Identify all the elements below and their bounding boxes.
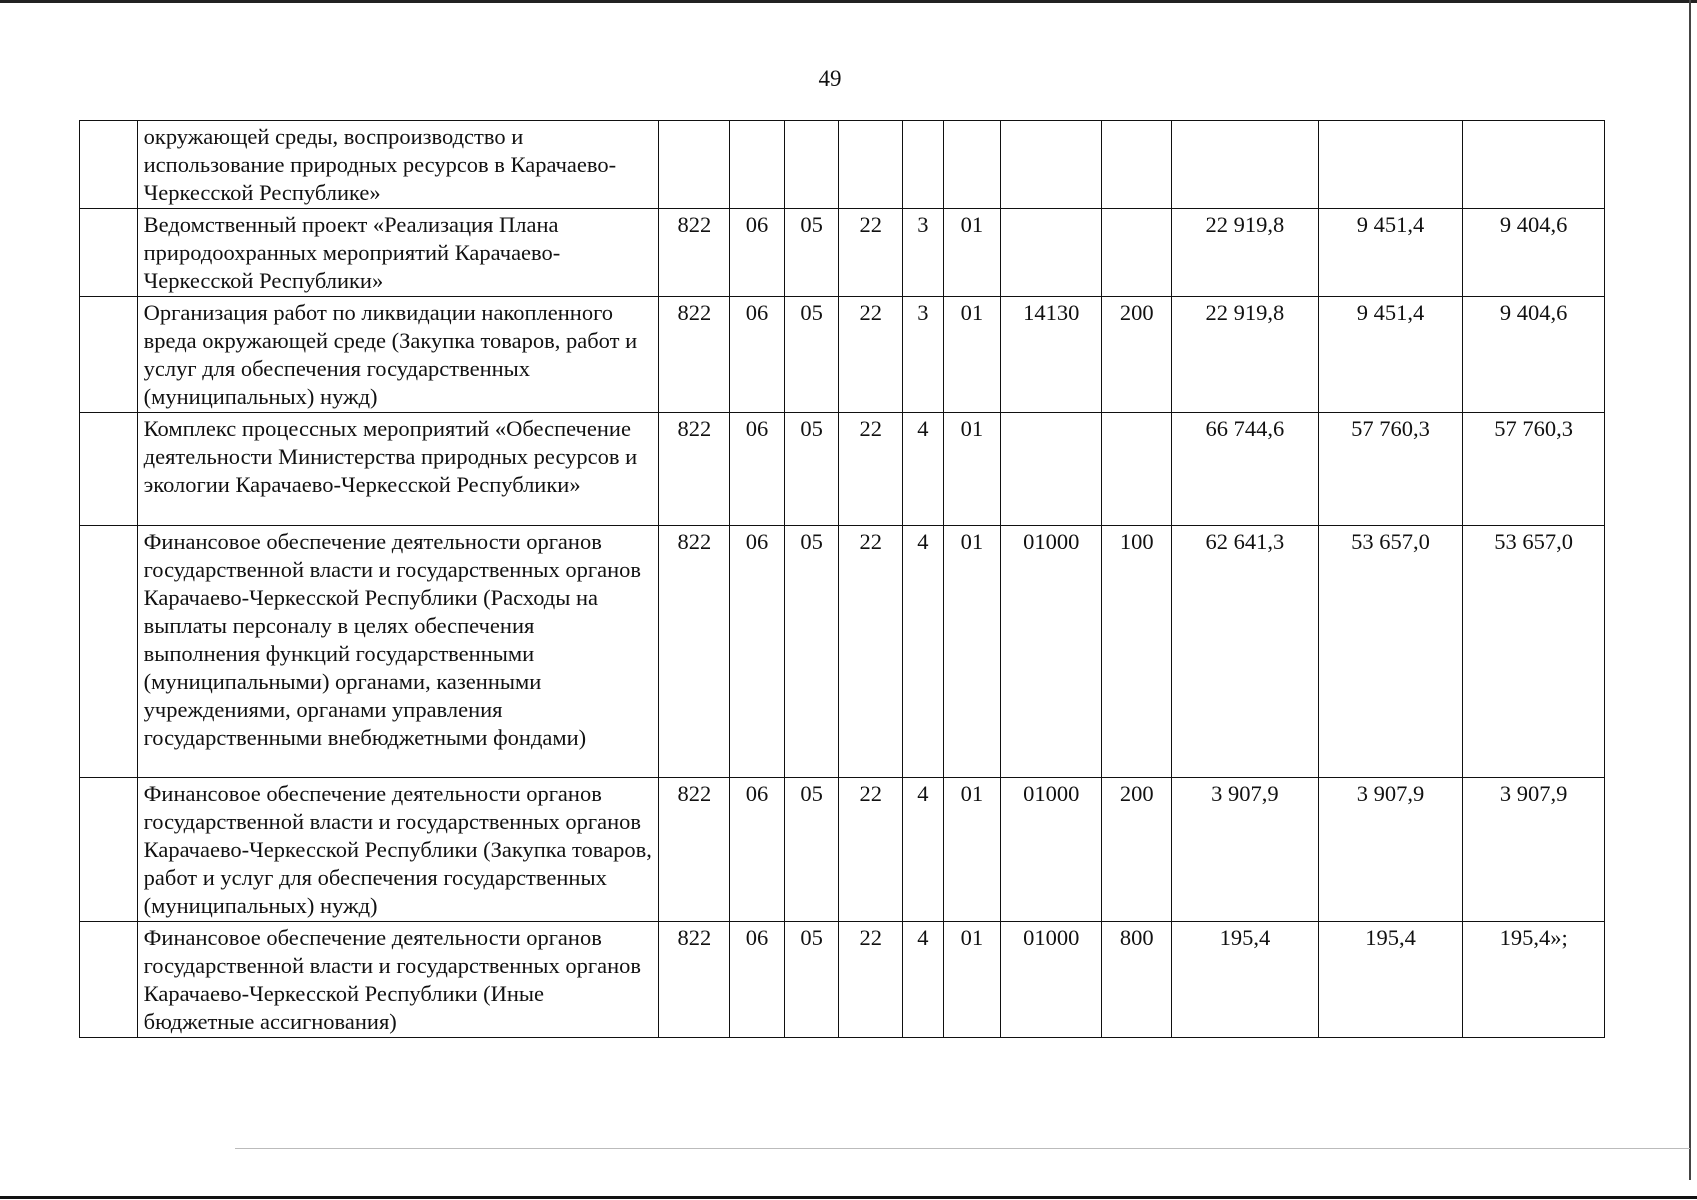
cell-amount-2: 57 760,3 bbox=[1318, 413, 1463, 526]
cell-event: 01 bbox=[943, 526, 1001, 778]
cell-amount-2: 53 657,0 bbox=[1318, 526, 1463, 778]
cell-amount-2 bbox=[1318, 121, 1463, 209]
cell-ministry-code: 822 bbox=[659, 778, 730, 922]
cell-amount-1: 22 919,8 bbox=[1172, 297, 1319, 413]
cell-amount-2: 9 451,4 bbox=[1318, 297, 1463, 413]
cell-ministry-code: 822 bbox=[659, 526, 730, 778]
cell-expense-direction: 14130 bbox=[1001, 297, 1102, 413]
cell-expense-type: 800 bbox=[1102, 922, 1172, 1038]
cell-subsection: 05 bbox=[784, 413, 839, 526]
cell-amount-3: 3 907,9 bbox=[1463, 778, 1605, 922]
cell-amount-3: 9 404,6 bbox=[1463, 297, 1605, 413]
table-row bbox=[80, 121, 1605, 209]
cell-section: 06 bbox=[730, 526, 785, 778]
cell-subprogram: 3 bbox=[903, 209, 943, 297]
cell-expense-type: 100 bbox=[1102, 526, 1172, 778]
row-name: Организация работ по ликвидации накопленного вреда окружающей среде (Закупка товаров, работ и услуг для обеспечения государственных (муниципальных) нужд) bbox=[137, 297, 659, 413]
table-row bbox=[80, 778, 1605, 922]
cell-subprogram: 4 bbox=[903, 922, 943, 1038]
cell-amount-2: 195,4 bbox=[1318, 922, 1463, 1038]
cell-subprogram: 4 bbox=[903, 413, 943, 526]
scan-right-edge bbox=[1689, 0, 1691, 1180]
cell-ministry-code: 822 bbox=[659, 922, 730, 1038]
cell-subprogram bbox=[903, 121, 943, 209]
cell-subprogram: 4 bbox=[903, 526, 943, 778]
cell-amount-1: 195,4 bbox=[1172, 922, 1319, 1038]
cell-amount-2: 3 907,9 bbox=[1318, 778, 1463, 922]
cell-subsection: 05 bbox=[784, 778, 839, 922]
cell-expense-type bbox=[1102, 413, 1172, 526]
cell-program bbox=[839, 121, 903, 209]
cell-section: 06 bbox=[730, 922, 785, 1038]
budget-table-body bbox=[80, 121, 1605, 1038]
cell-ministry-code: 822 bbox=[659, 413, 730, 526]
cell-expense-direction: 01000 bbox=[1001, 526, 1102, 778]
row-index-cell bbox=[80, 413, 138, 526]
row-name: окружающей среды, воспроизводство и использование природных ресурсов в Карачаево-Черкесской Республике» bbox=[137, 121, 659, 209]
cell-expense-type: 200 bbox=[1102, 297, 1172, 413]
row-index-cell bbox=[80, 922, 138, 1038]
cell-amount-3: 57 760,3 bbox=[1463, 413, 1605, 526]
cell-expense-type bbox=[1102, 121, 1172, 209]
cell-event: 01 bbox=[943, 778, 1001, 922]
cell-subprogram: 4 bbox=[903, 778, 943, 922]
cell-event: 01 bbox=[943, 209, 1001, 297]
row-name: Финансовое обеспечение деятельности органов государственной власти и государственных органов Карачаево-Черкесской Республики (Иные бюджетные ассигнования) bbox=[137, 922, 659, 1038]
cell-event bbox=[943, 121, 1001, 209]
cell-expense-type: 200 bbox=[1102, 778, 1172, 922]
cell-ministry-code bbox=[659, 121, 730, 209]
cell-subsection: 05 bbox=[784, 209, 839, 297]
cell-section bbox=[730, 121, 785, 209]
row-index-cell bbox=[80, 526, 138, 778]
cell-subsection: 05 bbox=[784, 526, 839, 778]
cell-program: 22 bbox=[839, 413, 903, 526]
row-index-cell bbox=[80, 297, 138, 413]
cell-subsection: 05 bbox=[784, 922, 839, 1038]
cell-event: 01 bbox=[943, 297, 1001, 413]
table-row bbox=[80, 922, 1605, 1038]
scan-faint-rule bbox=[1460, 1148, 1690, 1149]
scan-top-edge bbox=[0, 0, 1697, 3]
row-index-cell bbox=[80, 778, 138, 922]
cell-expense-direction: 01000 bbox=[1001, 922, 1102, 1038]
cell-expense-direction bbox=[1001, 121, 1102, 209]
cell-subsection bbox=[784, 121, 839, 209]
cell-section: 06 bbox=[730, 209, 785, 297]
cell-event: 01 bbox=[943, 922, 1001, 1038]
table-row bbox=[80, 413, 1605, 526]
cell-amount-1 bbox=[1172, 121, 1319, 209]
cell-expense-type bbox=[1102, 209, 1172, 297]
scan-faint-rule bbox=[235, 1148, 1485, 1149]
cell-section: 06 bbox=[730, 297, 785, 413]
cell-section: 06 bbox=[730, 778, 785, 922]
table-row bbox=[80, 297, 1605, 413]
row-index-cell bbox=[80, 209, 138, 297]
cell-section: 06 bbox=[730, 413, 785, 526]
budget-table bbox=[79, 120, 1605, 1038]
row-name: Финансовое обеспечение деятельности органов государственной власти и государственных органов Карачаево-Черкесской Республики (Закупка товаров, работ и услуг для обеспечения государственных (муниципальных) нужд) bbox=[137, 778, 659, 922]
cell-amount-1: 62 641,3 bbox=[1172, 526, 1319, 778]
table-row bbox=[80, 526, 1605, 778]
cell-amount-3: 53 657,0 bbox=[1463, 526, 1605, 778]
row-name: Финансовое обеспечение деятельности органов государственной власти и государственных органов Карачаево-Черкесской Республики (Расходы на выплаты персоналу в целях обеспечения выполнения функций государственными (муниципальными) органами, казенными учреждениями, органами управления государственными внебюджетными фондами) bbox=[137, 526, 659, 778]
cell-expense-direction bbox=[1001, 413, 1102, 526]
cell-amount-3: 9 404,6 bbox=[1463, 209, 1605, 297]
table-row bbox=[80, 209, 1605, 297]
scan-bottom-edge bbox=[0, 1196, 1697, 1199]
cell-expense-direction: 01000 bbox=[1001, 778, 1102, 922]
cell-program: 22 bbox=[839, 778, 903, 922]
cell-amount-3 bbox=[1463, 121, 1605, 209]
row-name: Ведомственный проект «Реализация Плана природоохранных мероприятий Карачаево-Черкесской Республики» bbox=[137, 209, 659, 297]
cell-amount-2: 9 451,4 bbox=[1318, 209, 1463, 297]
cell-subprogram: 3 bbox=[903, 297, 943, 413]
cell-program: 22 bbox=[839, 526, 903, 778]
cell-ministry-code: 822 bbox=[659, 297, 730, 413]
page-number: 49 bbox=[818, 66, 842, 91]
cell-amount-1: 66 744,6 bbox=[1172, 413, 1319, 526]
cell-event: 01 bbox=[943, 413, 1001, 526]
cell-amount-3: 195,4»; bbox=[1463, 922, 1605, 1038]
cell-program: 22 bbox=[839, 209, 903, 297]
cell-amount-1: 3 907,9 bbox=[1172, 778, 1319, 922]
cell-expense-direction bbox=[1001, 209, 1102, 297]
row-index-cell bbox=[80, 121, 138, 209]
row-name: Комплекс процессных мероприятий «Обеспечение деятельности Министерства природных ресурсов и экологии Карачаево-Черкесской Республики» bbox=[137, 413, 659, 526]
cell-subsection: 05 bbox=[784, 297, 839, 413]
cell-amount-1: 22 919,8 bbox=[1172, 209, 1319, 297]
cell-ministry-code: 822 bbox=[659, 209, 730, 297]
cell-program: 22 bbox=[839, 297, 903, 413]
cell-program: 22 bbox=[839, 922, 903, 1038]
